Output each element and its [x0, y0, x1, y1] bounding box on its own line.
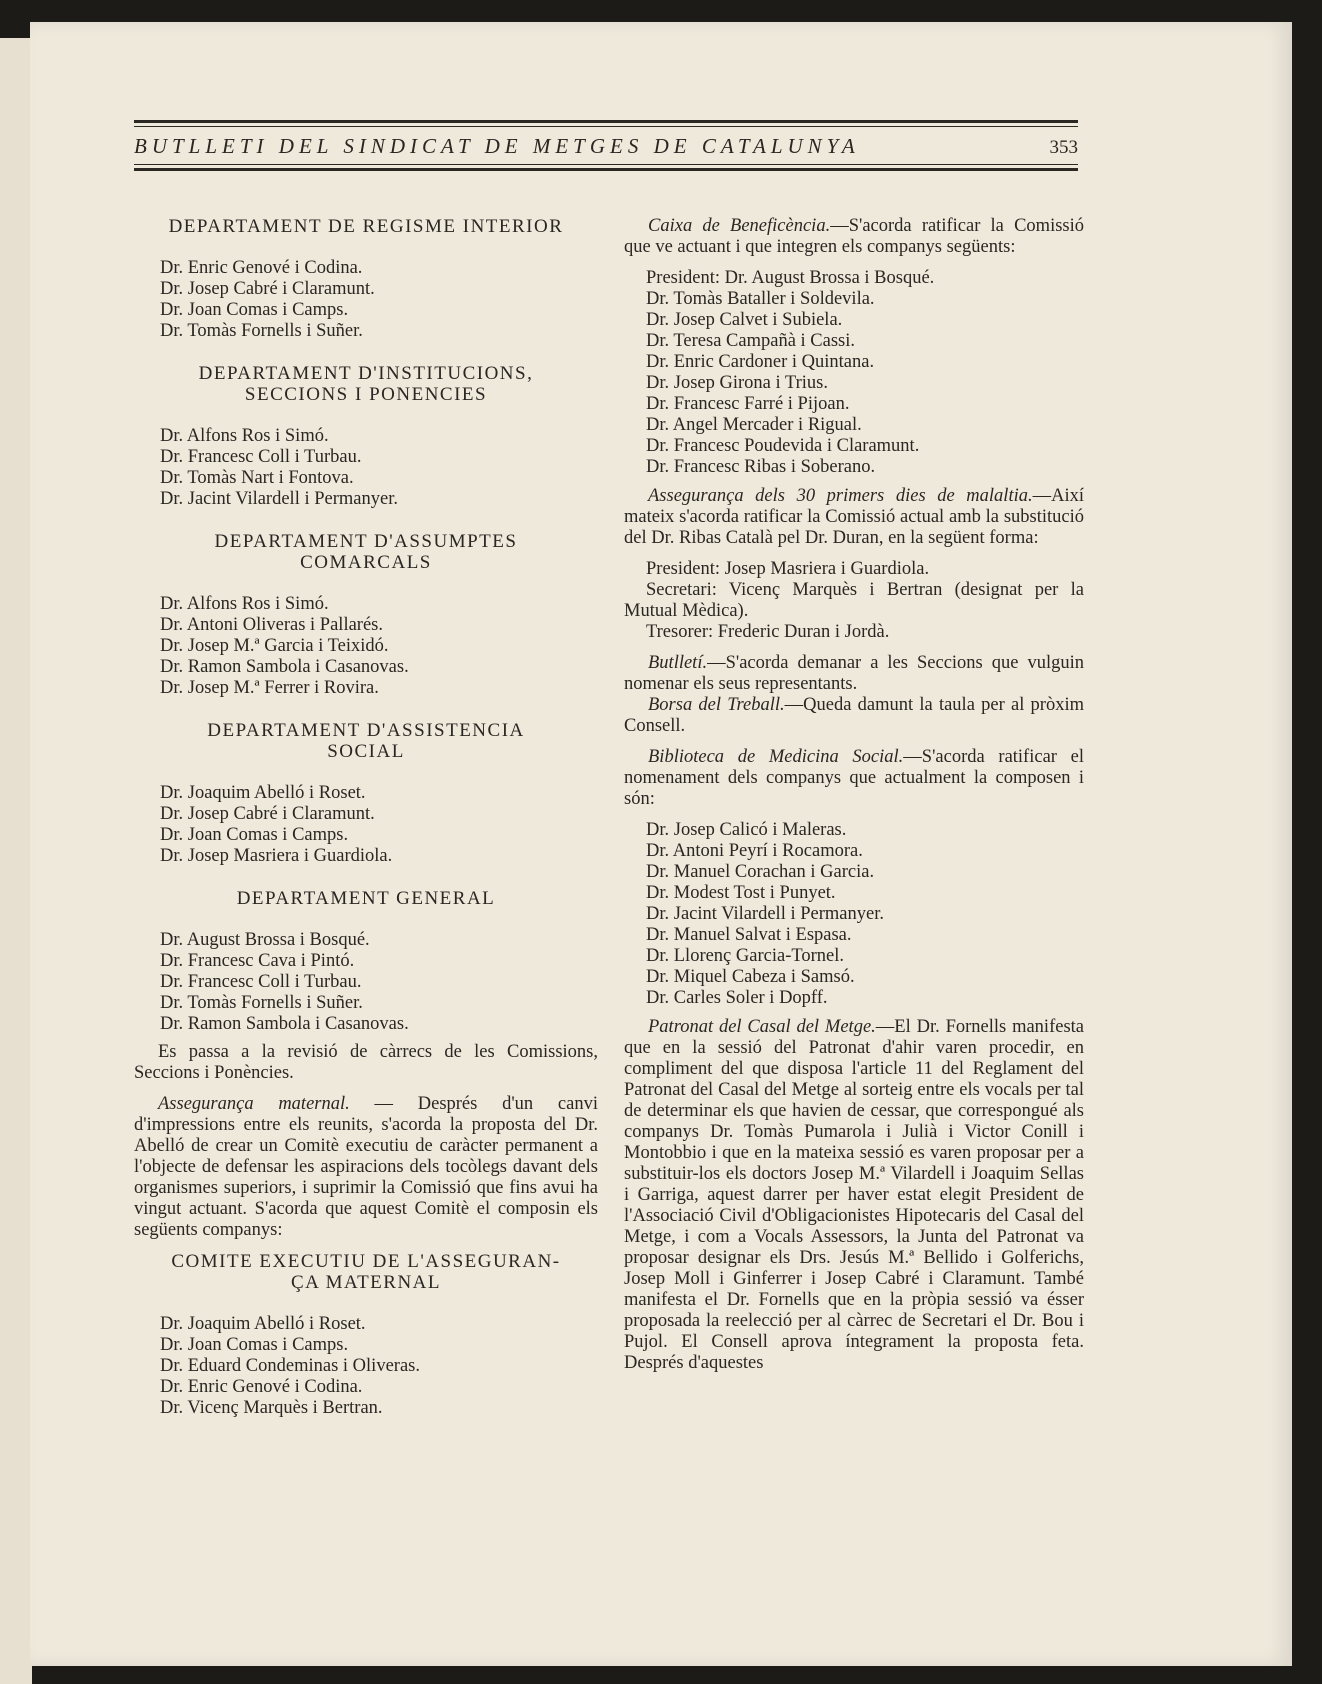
member-name: Tresorer: Frederic Duran i Jordà. [646, 622, 890, 642]
paragraph-revisio: Es passa a la revisió de càrrecs de les Comissions, Seccions i Ponències. [134, 1042, 598, 1083]
member-name: Dr. Modest Tost i Punyet. [646, 883, 836, 903]
member-name: Dr. Joan Comas i Camps. [160, 825, 349, 845]
comite-members [160, 1314, 598, 1419]
header-rule-top [134, 120, 1078, 123]
book-spine-edge [0, 38, 32, 1684]
member-name: Dr. Carles Soler i Dopff. [646, 988, 828, 1008]
member-name: Dr. Francesc Coll i Turbau. [160, 447, 362, 467]
paragraph-assegurança-maternal [134, 1094, 598, 1241]
paragraph-heading: Patronat del Casal del Metge. [648, 1017, 876, 1037]
member-name: Dr. Manuel Corachan i Garcia. [646, 862, 875, 882]
member-name: Dr. Josep M.ª Ferrer i Rovira. [160, 678, 379, 698]
paragraph-assegurança-30-dies [624, 486, 1084, 549]
biblioteca-members [646, 820, 1084, 1009]
member-name: Dr. Ramon Sambola i Casanovas. [160, 1014, 409, 1034]
paragraph-heading: Assegurança maternal. [158, 1094, 350, 1114]
member-name: Dr. Josep M.ª Garcia i Teixidó. [160, 636, 389, 656]
member-name: Dr. August Brossa i Bosqué. [160, 930, 370, 950]
running-header [134, 120, 1078, 174]
member-name: Dr. Jacint Vilardell i Permanyer. [160, 489, 398, 509]
dept-members [160, 783, 598, 867]
member-name: Secretari: Vicenç Marquès i Bertran (designat per la Mutual Mèdica). [624, 580, 1084, 621]
member-name: Dr. Francesc Poudevida i Claramunt. [646, 436, 920, 456]
paragraph-heading: Borsa del Treball. [648, 695, 785, 715]
dept-title-line: DEPARTAMENT D'ASSUMPTES [214, 531, 518, 552]
member-name: Dr. Jacint Vilardell i Permanyer. [646, 904, 884, 924]
dept-title [134, 531, 598, 573]
ass30-members [624, 559, 1084, 643]
dept-title-line: COMITE EXECUTIU DE L'ASSEGURAN- [171, 1251, 561, 1272]
header-rule-top-thin [134, 126, 1078, 127]
header-rule-bottom [134, 168, 1078, 171]
member-name: Dr. Teresa Campañà i Cassi. [646, 331, 856, 351]
member-name: Dr. Angel Mercader i Rigual. [646, 415, 862, 435]
member-name: Dr. Francesc Ribas i Soberano. [646, 457, 876, 477]
member-name: Dr. Enric Genové i Codina. [160, 258, 363, 278]
member-name: President: Dr. August Brossa i Bosqué. [646, 268, 935, 288]
member-name: President: Josep Masriera i Guardiola. [646, 559, 930, 579]
member-name: Dr. Manuel Salvat i Espasa. [646, 925, 852, 945]
member-name: Dr. Tomàs Bataller i Soldevila. [646, 289, 875, 309]
member-name: Dr. Antoni Peyrí i Rocamora. [646, 841, 863, 861]
paragraph-heading: Caixa de Beneficència. [648, 216, 831, 236]
paragraph-butlleti [624, 653, 1084, 695]
member-name: Dr. Vicenç Marquès i Bertran. [160, 1398, 383, 1418]
paragraph-biblioteca [624, 747, 1084, 810]
member-name: Dr. Antoni Oliveras i Pallarés. [160, 615, 383, 635]
member-name: Dr. Josep Calicó i Maleras. [646, 820, 847, 840]
dept-title-line: DEPARTAMENT D'ASSISTENCIA [207, 720, 525, 741]
member-name: Dr. Josep Calvet i Subiela. [646, 310, 843, 330]
member-name: Dr. Llorenç Garcia-Tornel. [646, 946, 844, 966]
member-name: Dr. Josep Girona i Trius. [646, 373, 828, 393]
paragraph-heading: Assegurança dels 30 primers dies de malaltia. [648, 486, 1033, 506]
member-name: Dr. Francesc Cava i Pintó. [160, 951, 355, 971]
right-column [624, 216, 1084, 1384]
left-column [134, 216, 598, 1440]
dept-title-line: ÇA MATERNAL [290, 1272, 442, 1293]
member-name: Dr. Eduard Condeminas i Oliveras. [160, 1356, 420, 1376]
dept-members [160, 930, 598, 1035]
paragraph-heading: Butlletí. [648, 653, 708, 673]
paragraph-text: —Així mateix s'acorda ratificar la Comissió actual amb la substitució del Dr. Ribas Català pel Dr. Duran, en la següent forma: [624, 486, 1084, 548]
paragraph-text: —S'acorda ratificar la Comissió que ve actuant i que integren els companys següents: [624, 216, 1084, 257]
member-name: Dr. Miquel Cabeza i Samsó. [646, 967, 855, 987]
dept-title: DEPARTAMENT GENERAL [236, 888, 496, 909]
paragraph-heading: Biblioteca de Medicina Social. [648, 747, 904, 767]
member-name: Dr. Joan Comas i Camps. [160, 300, 349, 320]
member-name: Dr. Josep Masriera i Guardiola. [160, 846, 393, 866]
paragraph-text: —Queda damunt la taula per al pròxim Consell. [624, 695, 1084, 736]
member-name: Dr. Enric Genové i Codina. [160, 1377, 363, 1397]
member-name: Dr. Joaquim Abelló i Roset. [160, 1314, 366, 1334]
dept-title: DEPARTAMENT DE REGISME INTERIOR [168, 216, 564, 237]
member-name: Dr. Josep Cabré i Claramunt. [160, 804, 375, 824]
dept-members [160, 258, 598, 342]
paragraph-patronat [624, 1017, 1084, 1374]
dept-members [160, 594, 598, 699]
header-line [134, 130, 1078, 162]
member-name: Dr. Tomàs Fornells i Suñer. [160, 321, 363, 341]
member-name: Dr. Josep Cabré i Claramunt. [160, 279, 375, 299]
paragraph-caixa [624, 216, 1084, 258]
member-name: Dr. Tomàs Fornells i Suñer. [160, 993, 363, 1013]
dept-title [134, 1251, 598, 1293]
paragraph-text: —S'acorda ratificar el nomenament dels companys que actualment la composen i són: [624, 747, 1084, 809]
header-rule-bottom-thin [134, 164, 1078, 165]
paragraph-text: —El Dr. Fornells manifesta que en la sessió del Patronat d'ahir varen procedir, en compliment del que disposa l'article 11 del Reglament del Patronat del Casal del Metge al sorteig entre els vocals per tal de determinar els que havien de cessar, que correspongué als companys Dr. Tomàs Pumarola i Julià i Victor Conill i Montobbio i que en la mateixa sessió es varen proposar per a substituir-los els doctors Josep M.ª Vilardell i Joaquim Sellas i Garriga, aquest darrer per haver estat elegit President de l'Associació Civil d'Obligacionistes Hipotecaris del Casal del Metge, i com a Vocals Assessors, la Junta del Patronat va proposar designar els Drs. Jesús M.ª Bellido i Golferichs, Josep Moll i Ginferrer i Josep Cabré i Claramunt. També manifesta el Dr. Fornells que en la pròpia sessió va ésser proposada la reelecció per al càrrec de Secretari el Dr. Bou i Pujol. El Consell aprova íntegrament la proposta feta. Després d'aquestes [624, 1017, 1084, 1373]
dept-title-line: DEPARTAMENT D'INSTITUCIONS, [198, 363, 534, 384]
dept-title [134, 363, 598, 405]
member-name: Dr. Francesc Farré i Pijoan. [646, 394, 850, 414]
member-name: Dr. Alfons Ros i Simó. [160, 594, 329, 614]
member-name: Dr. Joan Comas i Camps. [160, 1335, 349, 1355]
paragraph-text: — Després d'un canvi d'impressions entre els reunits, s'acorda la proposta del Dr. Abelló de crear un Comitè executiu de caràcter permanent a l'objecte de defensar les aspiracions dels tocòlegs davant dels organismes superiors, i suprimir la Comissió que fins avui ha vingut actuant. S'acorda que aquest Comitè el composin els següents companys: [134, 1094, 598, 1240]
member-name: Dr. Tomàs Nart i Fontova. [160, 468, 354, 488]
dept-title-line: SECCIONS I PONENCIES [244, 384, 488, 405]
caixa-members [646, 268, 1084, 478]
member-name: Dr. Enric Cardoner i Quintana. [646, 352, 875, 372]
member-name: Dr. Francesc Coll i Turbau. [160, 972, 362, 992]
member-name: Dr. Alfons Ros i Simó. [160, 426, 329, 446]
dept-title-line: SOCIAL [327, 741, 405, 762]
paragraph-text: —S'acorda demanar a les Seccions que vulguin nomenar els seus representants. [624, 653, 1084, 694]
paragraph-borsa [624, 695, 1084, 737]
dept-title [134, 720, 598, 762]
member-name: Dr. Ramon Sambola i Casanovas. [160, 657, 409, 677]
member-name: Dr. Joaquim Abelló i Roset. [160, 783, 366, 803]
dept-title-line: COMARCALS [300, 552, 432, 573]
page-number: 353 [1049, 137, 1078, 158]
journal-title: BUTLLETI DEL SINDICAT DE METGES DE CATALUNYA [134, 134, 860, 158]
dept-members [160, 426, 598, 510]
